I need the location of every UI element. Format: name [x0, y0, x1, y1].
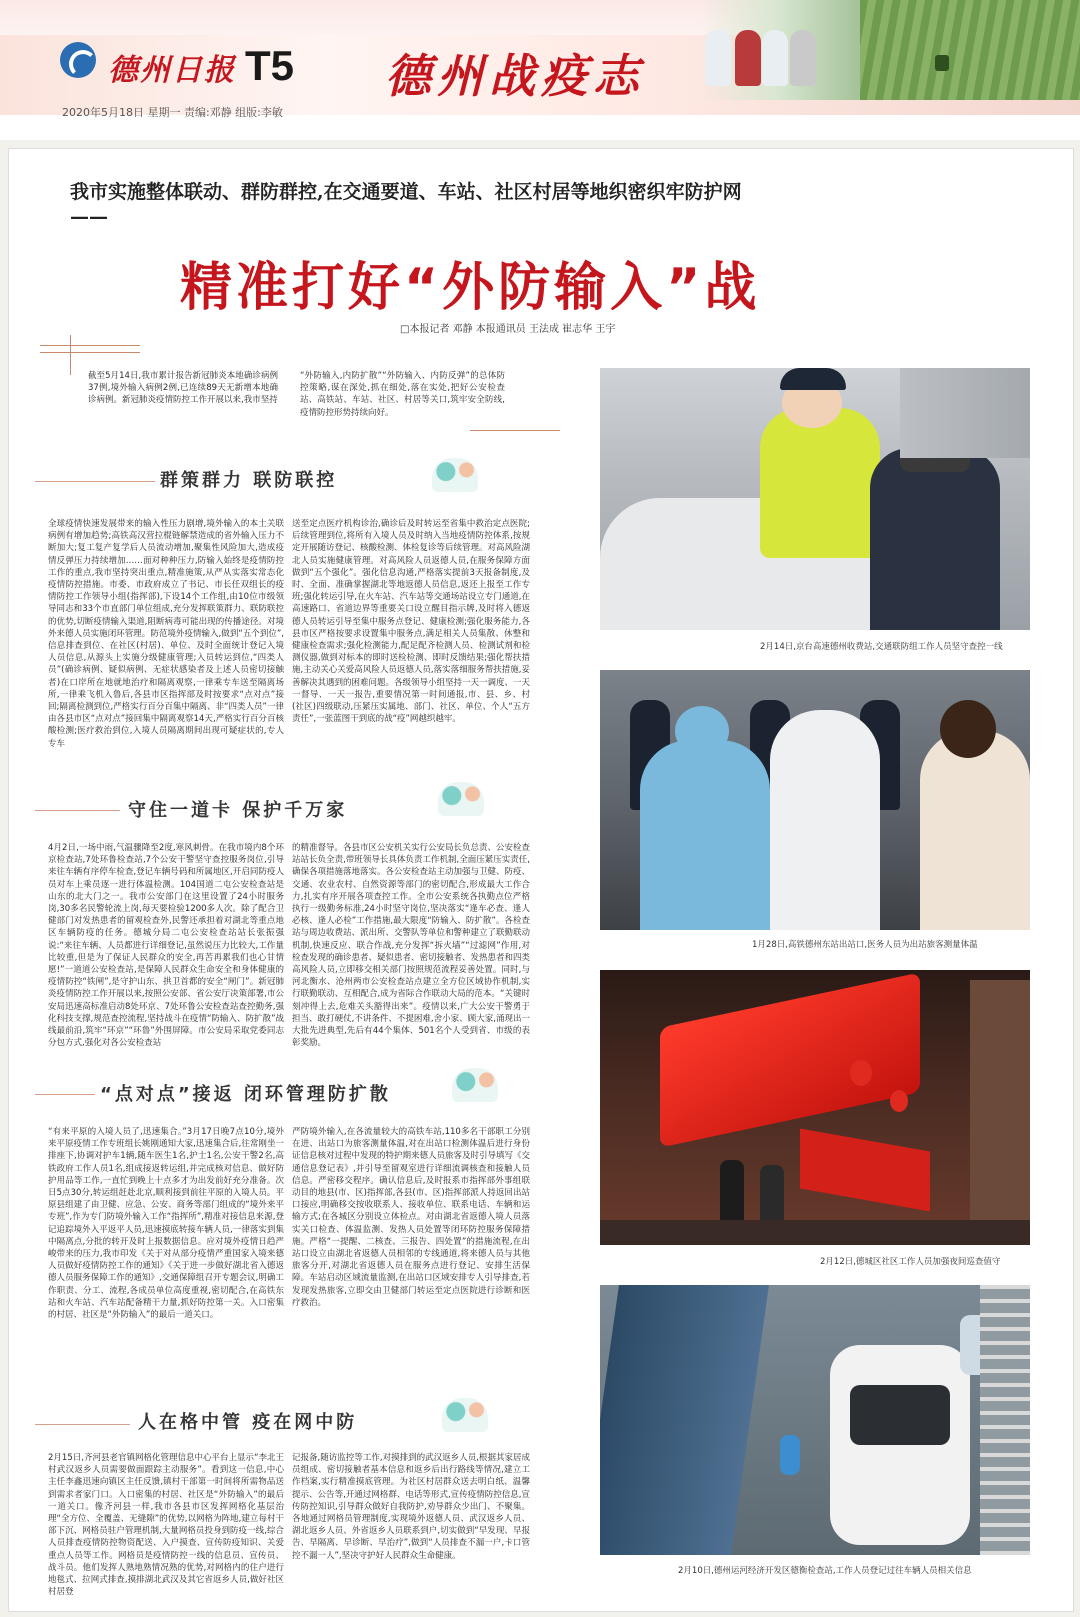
section-title: 德州战疫志	[385, 49, 645, 103]
newspaper-logo-icon	[60, 42, 96, 78]
page-number: T5	[245, 42, 295, 89]
subheading: 群策群力 联防联控	[160, 470, 338, 491]
photo-caption: 2月10日,德州运河经济开发区德衡检查站,工作人员登记过往车辆人员相关信息	[678, 1566, 972, 1576]
body-column: 2月15日,齐河县老官镇网格化管理信息中心平台上显示“李北王村武汉返乡人员需要做面跟踪主动服务”。看到这一信息,中心主任李鑫迅速向镇区主任反馈,镇村干部第一时间将所需物品送到需求者家门口。入口密集的村居、社区是“外防输入”的最后一道关口。像齐河县一样,我市各县市区发挥网格化基层治理“全方位、全覆盖、无缝隙”的优势,以网格为阵地,建立每村干部下沉、网格员驻户管理机制,大量网格员投身到防疫一线,综合人员排查疫情防控物资配送、入户摸查、宣传防疫知识、关爱重点人员等工作。网格员是疫情防控一线的信息员、宣传员、战斗员。他们发挥人熟地熟情况熟的优势,对网格内的住户进行地毯式、拉网式排查,摸排湖北武汉及其它省返乡人员,做好社区村居登	[48, 1453, 284, 1598]
photo-checkpoint-vehicle	[600, 1285, 1030, 1555]
photo-community-night-patrol	[600, 970, 1030, 1245]
dateline: 2020年5月18日 星期一 责编:邓静 组版:李敏	[62, 106, 283, 119]
body-column: 全球疫情快速发展带来的输入性压力剧增,境外输入的本土关联病例有增加趋势;高铁高汉营拉棍链解禁造成的省外输入压力不断加大;复工复产复学后人员流动增加,聚集性风险加大,造成疫情反弹压力持续增加……面对种种压力,防输入始终是疫情防控工作的重点,我市坚持突出重点,精准施策,从严从实落实常态化疫情防控措施。市委、市政府成立了书记、市长任双组长的疫情防控工作领导小组(指挥部),下设14个工作组,由10位市级领导同志和33个市直部门单位组成,充分发挥联策群力、联防联控的优势,切断疫情输入渠道,阻断病毒可能出现的传播途径。对境外来德人员实施闭环管理。防范境外疫情输入,做到“五个到位”,信息排查到位、在社区(村居)、单位、及时全面统计登记入境人员信息,从源头上实施分级健康管理;入员转运到位,“四类人员”(确诊病例、疑似病例、无症状感染者及上述人员密切接触者)在口岸所在地就地治疗和隔离观察,一律乘专车送至隔离场所,一律乘飞机入鲁后,各县市区指挥部及时按要求“点对点”接回;隔离检测到位,严格实行百分百集中隔离、非“四类人员”一律由各县市区“点对点”接回集中隔离观察14天,严格实行百分百核酸检测;医疗救治到位,入境人员隔离期间出现可疑症状的,专人专车	[48, 519, 284, 749]
photo-caption: 2月14日,京台高速德州收费站,交通联防组工作人员坚守查控一线	[760, 642, 1003, 652]
divider	[470, 430, 560, 431]
lead-paragraph: 截至5月14日,我市累计报告新冠肺炎本地确诊病例37例,境外输入病例2例,已连续89天无新增本地确诊病例。新冠肺炎疫情防控工作开展以来,我市坚持	[88, 371, 278, 406]
lead-paragraph: “外防输入,内防扩散”“外防输入、内防反弹”的总体防控策略,谋在深处,抓在细处,落在实处,把好公安检查站、高铁站、车站、社区、村居等关口,筑牢安全防线,疫情防控形势持续向好。	[300, 371, 505, 418]
photo-checkpoint-snow	[600, 368, 1030, 630]
article-kicker: 我市实施整体联动、群防群控,在交通要道、车站、社区村居等地织密织牢防护网——	[70, 181, 742, 228]
section-rule	[35, 810, 120, 811]
section-rule	[35, 1424, 130, 1425]
medic-icon	[438, 782, 484, 816]
masthead-banner	[0, 0, 1080, 140]
banner-figure	[762, 30, 788, 86]
banner-field-image	[860, 0, 1080, 100]
section-rule	[35, 481, 155, 482]
section-rule	[35, 1094, 95, 1095]
body-column: 严防境外输入,在各流量较大的高铁车站,110多名干部职工分别在进、出站口为旅客测量体温,对在出站口检测体温后进行身份证信息核对过程中发现的特护期来德人员旅客及时引导填写《交通信息登记表》,并引导至留观室进行详细流调核查和接触人员信息。严密移交程序。确认信息后,及时报系市指挥部外事组联动目的地县(市、区)指挥部,各县(市、区)指挥部派人持返回出站口接应,明确移交按收联系人、接收单位、联系电话、车辆和运输方式;在各城区分别设立体检点。对由湖北省返德入境人员落实关口检查、体温监测、发热人员处置等闭环防控服务保障措施。严格“一提醒、二核查、三报告、四处置”的措施流程,在出站口设立由湖北省返德人员相邻的专线通道,将来德人员与其他旅客分开,对湖北省返德人员在服务点进行登记、安排生活保障。车站启动区域流量监测,在出站口区域安排专人引导排查,若发现发热旅客,立即交由卫健部门转运至定点医院进行诊断和医疗救治。	[292, 1127, 530, 1308]
subheading: 守住一道卡 保护千万家	[128, 800, 348, 821]
banner-figure	[790, 30, 816, 86]
body-column: 4月2日,一场中雨,气温骤降至2度,寒风刺骨。在我市境内8个环京检查站,7处环鲁检查站,7个公安干警坚守查控服务岗位,引导来往车辆有序停车检查,登记车辆号码和所属地区,开启同防疫人员对车上乘员逐一进行体温检测。104国道二屯公安检查站是山东的北大门之一。我市公安部门在这里设置了24小时服务岗,30多名民警轮流上岗,每天要检验1200多人次。除了配合卫健部门对发热患者的留观检查外,民警还承担着对湖北等重点地区车辆防疫的任务。德城分局二屯公安检查站站长张振强说:“来往车辆、人员都进行详细登记,虽然说压力比较大,工作量比较重,但是为了保证人民群众的安全,再苦再累我们也心甘情愿!”一道道公安检查站,是保障人民群众生命安全和身体健康的疫情防控“铁闸”,是守护山东、拱卫首都的安全“闸门”。新冠肺炎疫情防控工作开展以来,按照公安部、省公安厅决策部署,市公安局迅速高标准启动8处环京、7处环鲁公安检查站查控勤务,强化科技支撑,规范查控流程,坚持战斗在疫情“防输入、防扩散”战线最前沿,筑牢“环京”“环鲁”外围屏障。市公安局采取党委同志分包方式,强化对各公安检查站	[48, 843, 284, 1049]
body-column: “有来平原的入境人员了,迅速集合。”3月17日晚7点10分,境外来平原疫情工作专班组长姚刚通知大家,迅速集合后,往常刚坐一排座下,协调对护车1辆,随车医生1名,护士1名,公安干警2名,高铁政府工作人员1名,组成接返转运组,并完成核对信息、做好防护用品等工作,一直忙到晚上十点多才为出发前好充分准备。次日5点30分,转运组赶赴北京,顺利接到前往平原的入境人员。平原县组建了由卫健、应急、公安、商务等部门组成的“境外来平专班”,作为专门防境外输入工作“指挥所”,精准对接信息来源,登记追踪境外入平返平人员,迅速摸底转接车辆人员,一律落实到集中隔离点,分批的转开及时上报数据信息。应对境外疫情日趋严峻带来的压力,我市印发《关于对从部分疫情严重国家入境来德人员做好疫情防控工作的通知》《关于进一步做好湖北省入德返德人员服务保障工作的通知》,交通保障组召开专题会议,明确工作职责、分工、流程,各成员单位高度重视,密切配合,在高铁东站和火车站、汽车站配备精干力量,抓好防控第一关。入口密集的村居、社区是“外防输入”的最后一道关口。	[48, 1127, 284, 1321]
body-column: 记报备,随访监控等工作,对摸排到的武汉返乡人员,根据其家居成员组成、密切接触者基本信息和返乡后出行路线等情况,建立工作档案,实行精准摸底管理。为社区村居群众送去明白纸、温馨提示、公告等,开通过网格群、电话等形式,宣传疫情防控信息,宣传防控知识,引导群众做好自我防护,劝导群众少出门、不聚集。各地通过网格员管理制度,实现境外返德人员、武汉返乡人员、湖北返乡人员、外省返乡人员联系到户,切实做到“早发现、早报告、早隔离、早诊断、早治疗”,做到“人员排查不漏一户,卡口管控不漏一人”,坚决守护好人民群众生命健康。	[292, 1453, 530, 1561]
body-column: 的精准督导。各县市区公安机关实行公安局长负总责、公安检查站站长负全责,带班领导长具体负责工作机制,全面压紧压实责任,确保各项措施落地落实。各公安检查站主动加强与卫健、防疫、交通、农业农村、自然资源等部门的密切配合,形成最大工作合力,扎实有序开展各项查控工作。全市公安系统各执勤点位严格执行一级勤务标准,24小时坚守岗位,坚决落实“逢车必查、逢人必核、逢人必检”工作措施,最大限度“防输入、防扩散”。各检查站与周边收费站、派出所、交警队等单位和警种建立了联勤联动机制,快速反应、联合作战,充分发挥“拆火墙”“过滤网”作用,对检查发现的确诊患者、疑似患者、密切接触者、发热患者和四类高风险人员,立即移交相关部门按照规范流程妥善处置。同时,与河北衡水、沧州两市公安检查站点建立全方位区域协作机制,实行联勤联动、互相配合,成为省际合作联动大局的范本。“关键时刻冲得上去,危难关头豁得出来”。疫情以来,广大公安干警勇于担当、敢打硬仗,不讲条件、不提困难,舍小家、顾大家,涌现出一大批先进典型,先后有44个集体、501名个人受到省、市级的表彰奖励。	[292, 843, 530, 1049]
divider	[40, 345, 140, 346]
divider	[70, 335, 71, 375]
banner-figure	[705, 30, 731, 86]
body-column: 送至定点医疗机构诊治,确诊后及时转运至省集中救治定点医院;后续管理到位,将所有入境人员及时纳入当地疫情防控体系,按规定开展随访登记、核酸检测、体检复诊等后续管理。对高风险湖北人员实施健康管理。对高风险人员返德人员,在服务保障方面做到“五个强化”。强化信息沟通,严格落实提前3天报备制度,及时、全面、准确掌握湖北等地返德人员信息,返还上报至工作专班;强化转运引导,在火车站、汽车站等交通场站设立专门通道,在高速路口、省道边界等重要关口设立醒目指示牌,及时将入德返德人员转运引导至集中服务点登记、健康检测;强化服务能力,各县市区严格按要求设置集中服务点,满足相关人员集散、休整和健康检查需求;强化检测能力,配足配齐检测人员、检测试剂和检测仪器,做到对标本的即时送检检测、即时反馈结果;强化帮扶措施,主动关心关爱高风险人员返德人员,落实落细服务帮扶措施,妥善解决其遇到的困难问题。各级领导小组坚持一天一调度、一天一督导、一天一报告,重要情况第一时间通报,市、县、乡、村(社区)四级联动,压紧压实属地、部门、社区、单位、个人“五方责任”,一张蓝图干到底的战“疫”网越织越牢。	[292, 519, 530, 725]
medic-icon	[432, 458, 478, 492]
medic-icon	[452, 1068, 498, 1102]
newspaper-name: 德州日报	[108, 53, 236, 88]
tractor-icon	[935, 55, 949, 71]
subheading: “点对点”接返 闭环管理防扩散	[100, 1084, 391, 1105]
article-byline: □本报记者 邓静 本报通讯员 王法成 崔志华 王宇	[400, 324, 616, 335]
photo-caption: 1月28日,高铁德州东站出站口,医务人员为出站旅客测量体温	[752, 940, 978, 950]
subheading: 人在格中管 疫在网中防	[138, 1412, 358, 1433]
divider	[40, 352, 140, 353]
photo-caption: 2月12日,德城区社区工作人员加强夜间巡查值守	[820, 1257, 1001, 1267]
banner-figure	[735, 30, 761, 86]
photo-station-temperature-check	[600, 670, 1030, 930]
article-headline: 精准打好“外防输入”战	[180, 258, 761, 318]
medic-icon	[442, 1398, 488, 1432]
